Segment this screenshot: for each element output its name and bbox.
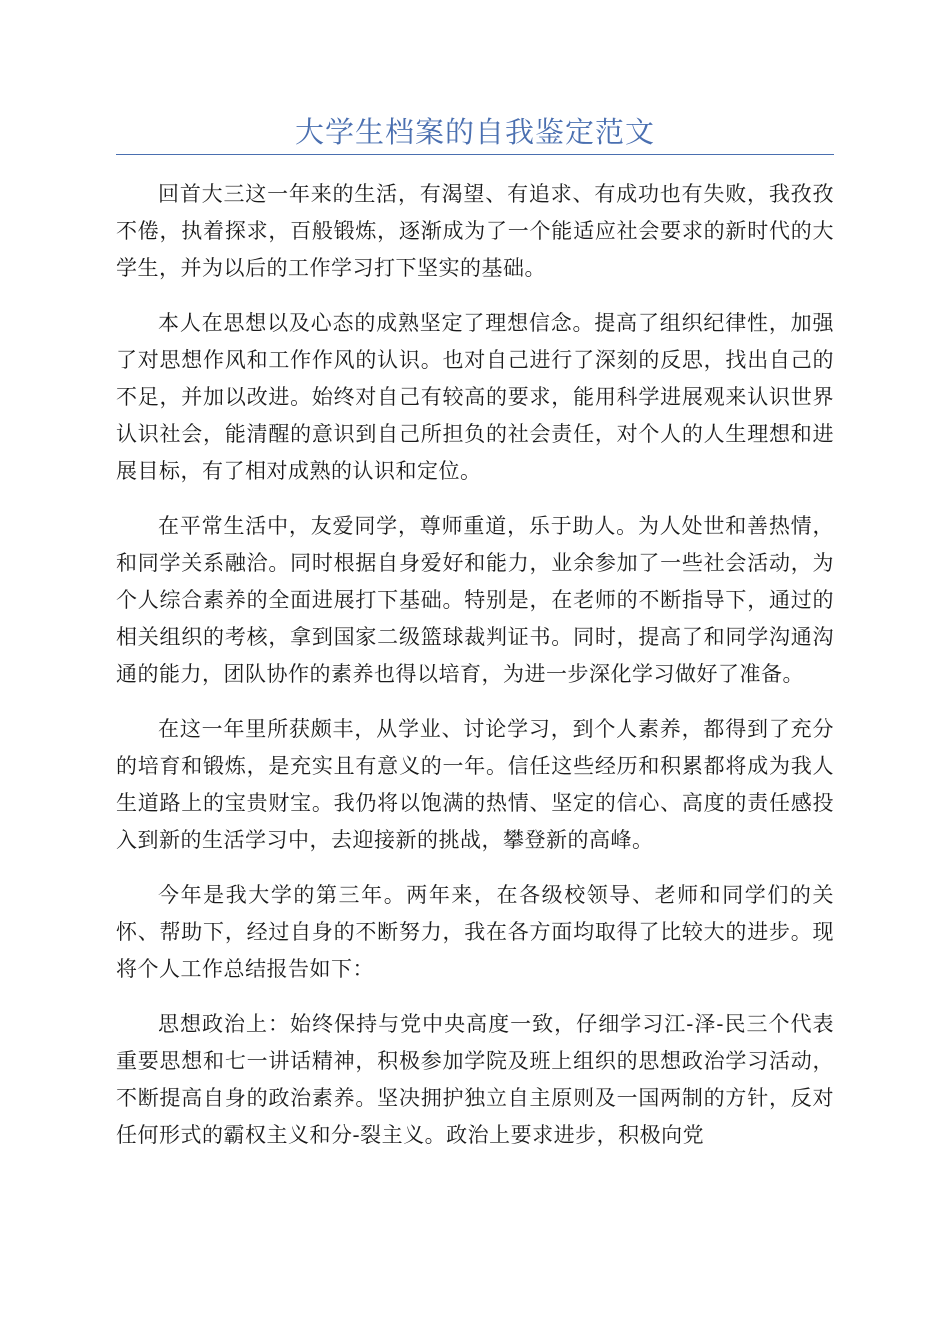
document-body: [116, 176, 834, 1172]
paragraph: 本人在思想以及心态的成熟坚定了理想信念。提高了组织纪律性，加强了对思想作风和工作作风的认识。也对自己进行了深刻的反思，找出自己的不足，并加以改进。始终对自己有较高的要求，能用科学进展观来认识世界认识社会，能清醒的意识到自己所担负的社会责任，对个人的人生理想和进展目标，有了相对成熟的认识和定位。: [116, 311, 834, 483]
paragraph: 回首大三这一年来的生活，有渴望、有追求、有成功也有失败，我孜孜不倦，执着探求，百般锻炼，逐渐成为了一个能适应社会要求的新时代的大学生，并为以后的工作学习打下坚实的基础。: [116, 182, 834, 280]
paragraph: 思想政治上：始终保持与党中央高度一致，仔细学习江-泽-民三个代表重要思想和七一讲话精神，积极参加学院及班上组织的思想政治学习活动，不断提高自身的政治素养。坚决拥护独立自主原则及一国两制的方针，反对任何形式的霸权主义和分-裂主义。政治上要求进步，积极向党: [116, 1012, 834, 1147]
document-title: 大学生档案的自我鉴定范文: [294, 115, 655, 149]
title-underline: [116, 154, 834, 155]
paragraph: 今年是我大学的第三年。两年来，在各级校领导、老师和同学们的关怀、帮助下，经过自身的不断努力，我在各方面均取得了比较大的进步。现将个人工作总结报告如下：: [116, 883, 834, 981]
paragraph: 在平常生活中，友爱同学，尊师重道，乐于助人。为人处世和善热情，和同学关系融洽。同时根据自身爱好和能力，业余参加了一些社会活动，为个人综合素养的全面进展打下基础。特别是，在老师的不断指导下，通过的相关组织的考核，拿到国家二级篮球裁判证书。同时，提高了和同学沟通沟通的能力，团队协作的素养也得以培育，为进一步深化学习做好了准备。: [116, 514, 834, 686]
paragraph: 在这一年里所获颇丰，从学业、讨论学习，到个人素养，都得到了充分的培育和锻炼，是充实且有意义的一年。信任这些经历和积累都将成为我人生道路上的宝贵财宝。我仍将以饱满的热情、坚定的信心、高度的责任感投入到新的生活学习中，去迎接新的挑战，攀登新的高峰。: [116, 717, 834, 852]
